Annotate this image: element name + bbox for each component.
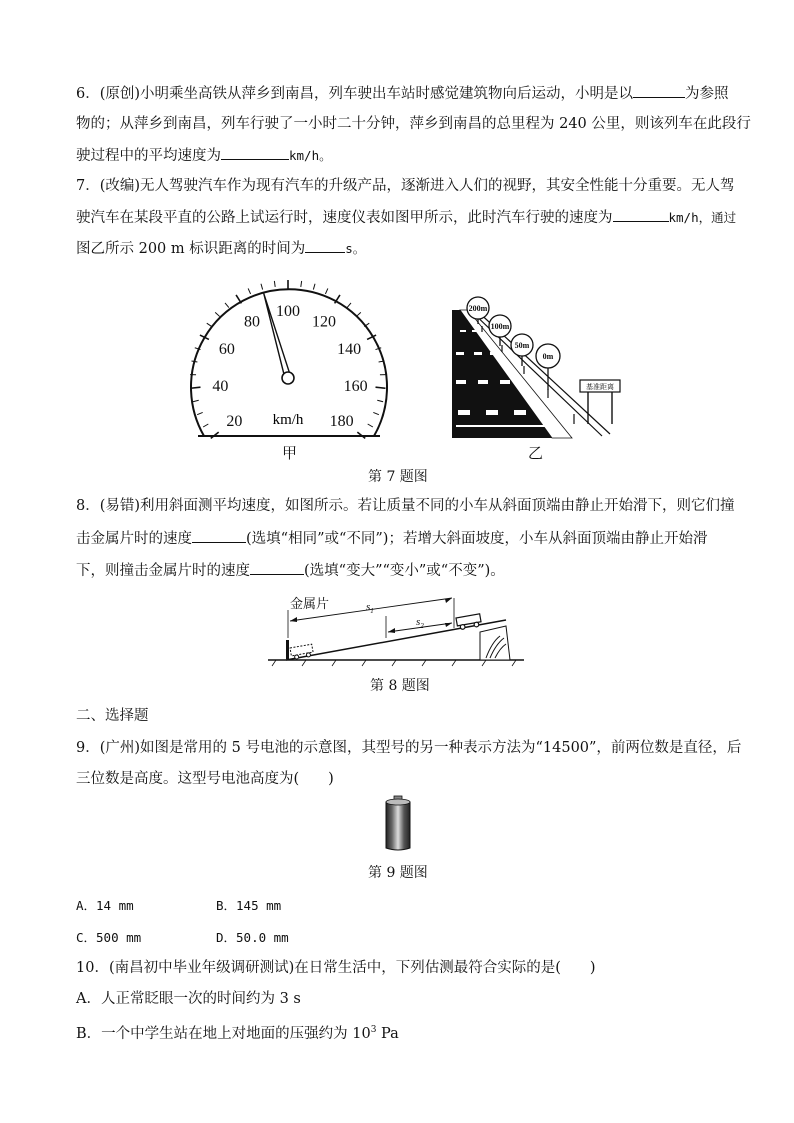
speedometer-tick <box>274 281 275 287</box>
figure-7-caption: 第 7 题图 <box>368 469 428 485</box>
sign-200m: 200m <box>468 304 488 313</box>
exponent: 3 <box>370 1025 377 1035</box>
q7-line-3: 图乙所示 200 m 标识距离的时间为 s。 <box>76 238 365 259</box>
q9-option-d[interactable]: D．50.0 mm <box>216 930 289 945</box>
q9-line-1: 9．(广州)如图是常用的 5 号电池的示意图，其型号的另一种表示方法为“14500”，前两位数是直径，后 <box>76 740 742 756</box>
answer-blank[interactable] <box>192 528 246 543</box>
speedometer-tick <box>193 400 199 401</box>
sign-50m: 50m <box>514 341 530 350</box>
speedometer-figure <box>188 272 390 440</box>
sign-100m: 100m <box>490 322 510 331</box>
speedometer-tick <box>356 312 360 316</box>
figure-9-caption: 第 9 题图 <box>368 865 428 881</box>
svg-text:s1 <box>366 601 374 615</box>
figure-label-jia: 甲 <box>282 444 298 462</box>
speedometer-tick-label: 180 <box>329 412 354 430</box>
q10-line-1: 10．(南昌初中毕业年级调研测试)在日常生活中，下列估测最符合实际的是( ) <box>76 960 596 976</box>
road-figure <box>452 290 624 440</box>
q9-line-2: 三位数是高度。这型号电池高度为( ) <box>76 771 334 787</box>
speedometer-tick <box>301 281 302 287</box>
speedometer-tick-label: 20 <box>226 412 243 430</box>
speedometer-tick <box>313 284 315 290</box>
speedometer-tick-label: 80 <box>243 313 260 331</box>
speedometer-tick <box>376 387 386 388</box>
speedometer-tick <box>197 412 203 414</box>
speedometer-tick <box>225 303 229 308</box>
figure-8-caption: 第 8 题图 <box>370 678 430 694</box>
metal-plate-label: 金属片 <box>290 596 330 611</box>
section-heading: 二、选择题 <box>76 708 149 724</box>
q7-line-2: 驶汽车在某段平直的公路上试运行时，速度仪表如图甲所示，此时汽车行驶的速度为 km/h，通过 <box>76 207 736 228</box>
answer-blank[interactable] <box>613 207 669 222</box>
speedometer-tick-label: 140 <box>337 341 362 359</box>
speedometer-tick <box>368 424 373 427</box>
battery-figure <box>383 794 413 854</box>
s1-subscript: 1 <box>370 607 374 615</box>
q10-option-b[interactable]: B．一个中学生站在地上对地面的压强约为 $10^3$ Pa <box>76 1025 399 1042</box>
q6-line-2: 物的；从萍乡到南昌，列车行驶了一小时二十分钟，萍乡到南昌的总里程为 240 公里，则该列车在此段行 <box>76 116 751 132</box>
reference-board-text: 基准距离 <box>586 383 614 391</box>
speedometer-hub <box>282 372 294 384</box>
s2-label: s <box>416 616 421 628</box>
speedometer-tick <box>191 387 201 388</box>
wood-block <box>480 626 510 660</box>
speedometer-tick-label: 60 <box>218 341 235 359</box>
speedometer-tick <box>248 288 250 293</box>
speedometer-tick <box>261 284 263 290</box>
speedometer-tick <box>377 400 383 401</box>
q8-line-2: 击金属片时的速度 (选填“相同”或“不同”)；若增大斜面坡度，小车从斜面顶端由静止开始滑 <box>76 528 707 549</box>
speedometer-unit: km/h <box>272 412 304 428</box>
cart-top <box>456 614 482 630</box>
figure-label-yi: 乙 <box>528 444 544 462</box>
q7-line-1: 7．(改编)无人驾驶汽车作为现有汽车的升级产品，逐渐进入人们的视野，其安全性能十分重要。无人驾 <box>76 178 735 194</box>
q6-line-3: 驶过程中的平均速度为 km/h。 <box>76 145 332 166</box>
incline-figure <box>266 592 528 668</box>
answer-blank[interactable] <box>250 560 304 575</box>
answer-blank[interactable] <box>221 145 289 160</box>
answer-blank[interactable] <box>305 238 345 253</box>
q10-option-a[interactable]: A．人正常眨眼一次的时间约为 3 s <box>76 991 301 1007</box>
q9-option-a[interactable]: A．14 mm <box>76 898 134 913</box>
speedometer-tick <box>347 303 351 308</box>
speedometer-tick-label: 160 <box>343 378 368 396</box>
sign-0m: 0m <box>542 352 554 361</box>
speedometer-tick-label: 100 <box>276 303 300 320</box>
speedometer-tick <box>215 312 219 316</box>
speedometer-tick <box>325 288 327 293</box>
q6-line-1: 6．(原创)小明乘坐高铁从萍乡到南昌，列车驶出车站时感觉建筑物向后运动，小明是以 为参照 <box>76 83 729 104</box>
speedometer-tick-labels <box>212 303 367 430</box>
q9-option-c[interactable]: C．500 mm <box>76 930 142 945</box>
speedometer-tick <box>203 424 208 427</box>
q8-line-1: 8．(易错)利用斜面测平均速度，如图所示。若让质量不同的小车从斜面顶端由静止开始滑下，则它们撞 <box>76 498 735 514</box>
svg-text:s2 <box>416 616 424 630</box>
q8-line-3: 下，则撞击金属片时的速度 (选填“变大”“变小”或“不变”)。 <box>76 560 505 581</box>
q9-option-b[interactable]: B．145 mm <box>216 898 282 913</box>
s2-subscript: 2 <box>420 622 424 630</box>
incline-surface <box>286 620 506 660</box>
speedometer-tick <box>373 412 379 414</box>
answer-blank[interactable] <box>633 83 685 98</box>
speedometer-tick <box>191 361 197 362</box>
speedometer-tick-label: 120 <box>312 313 337 331</box>
s1-label: s <box>366 601 371 613</box>
metal-plate <box>286 640 289 659</box>
speedometer-tick <box>207 323 212 326</box>
speedometer-tick-label: 40 <box>212 378 229 396</box>
